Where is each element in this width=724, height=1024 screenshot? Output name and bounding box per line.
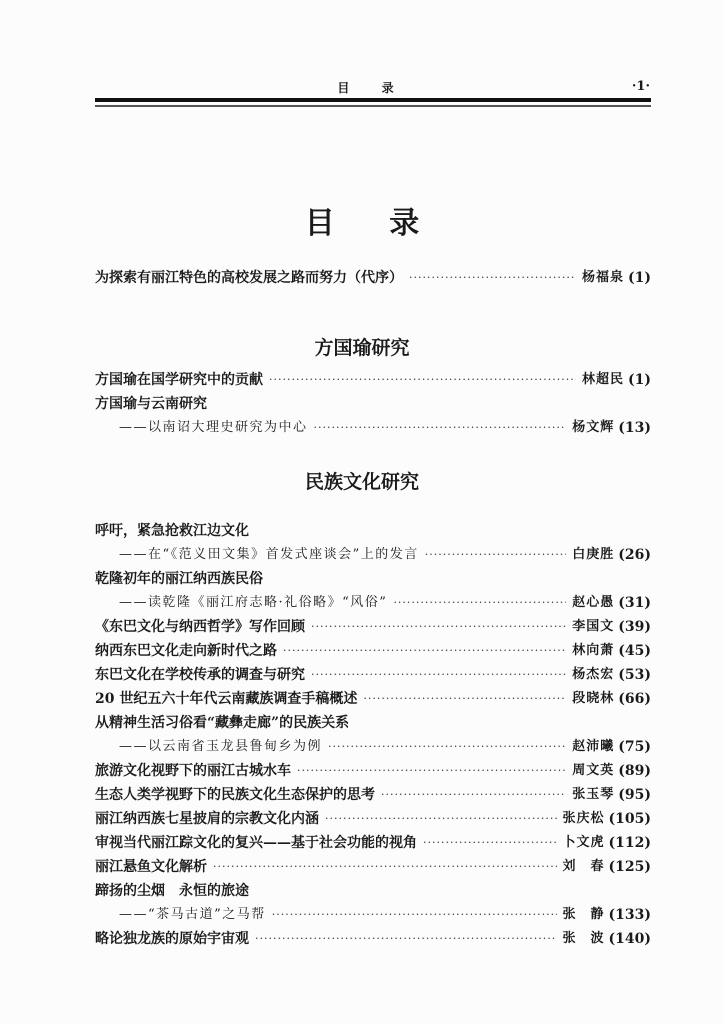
leader-dots [325,808,557,830]
running-header [95,79,650,97]
entry-title: 东巴文化在学校传承的调查与研究 [95,667,305,683]
leader-dots [363,688,566,710]
entry-author: 刘 春 [562,859,605,874]
entry-page: (1) [628,270,651,286]
entry-subtitle: ——“茶马古道”之马帮 [119,907,266,922]
toc-entry-subtitle[interactable] [95,544,651,566]
entry-author: 林超民 [581,372,624,387]
entry-page: (39) [618,619,651,635]
leader-dots [393,592,566,614]
toc-entry-subtitle[interactable] [95,592,651,614]
toc-entry[interactable] [95,616,651,638]
entry-author: 张玉琴 [572,787,615,802]
leader-dots [269,369,576,391]
entry-author: 张 波 [562,931,605,946]
leader-dots [311,664,566,686]
toc-entry[interactable] [95,688,651,710]
header-rule-thin [95,105,651,107]
toc-entry[interactable] [95,928,651,950]
toc-entry[interactable] [95,568,651,590]
entry-title: 丽江悬鱼文化解析 [95,859,207,875]
leader-dots [297,760,566,782]
entry-title: 略论独龙族的原始宇宙观 [95,931,249,947]
toc-entry[interactable] [95,393,651,415]
toc-entry[interactable] [95,712,651,734]
entry-page: (89) [618,763,651,779]
entry-title: 为探索有丽江特色的高校发展之路而努力（代序） [95,270,403,286]
leader-dots [213,856,557,878]
entry-page: (66) [618,691,651,707]
leader-dots [425,544,566,566]
toc-entry-subtitle[interactable] [95,417,651,439]
entry-title: 审视当代丽江踪文化的复兴——基于社会功能的视角 [95,835,417,851]
entry-title: 方国瑜在国学研究中的贡献 [95,372,263,388]
entry-title: 从精神生活习俗看“藏彝走廊”的民族关系 [95,715,350,731]
leader-dots [423,832,557,854]
section-heading-fang-guoyu: 方国瑜研究 [314,337,410,359]
entry-page: (140) [608,931,651,947]
entry-page: (13) [618,420,651,436]
toc-entry[interactable] [95,880,651,902]
header-rule-thick [95,98,651,102]
entry-title: 20 世纪五六十年代云南藏族调查手稿概述 [95,691,358,707]
entry-page: (105) [608,811,651,827]
section-heading-ethnic-culture: 民族文化研究 [304,471,419,493]
entry-page: (75) [618,739,651,755]
entry-subtitle: ——在“《范义田文集》首发式座谈会”上的发言 [119,547,419,562]
running-header-title: 目 录 [337,81,408,95]
entry-page: (45) [618,643,651,659]
leader-dots [311,616,566,638]
toc-entry[interactable] [95,856,651,878]
entry-subtitle: ——以云南省玉龙县鲁甸乡为例 [119,739,323,754]
entry-title: 方国瑜与云南研究 [95,396,207,412]
entry-author: 杨杰宏 [572,667,615,682]
leader-dots [409,267,576,289]
entry-author: 杨福泉 [581,270,624,285]
toc-entry[interactable] [95,832,651,854]
leader-dots [283,640,566,662]
entry-page: (125) [608,859,651,875]
entry-title: 蹄扬的尘烟 永恒的旅途 [95,883,249,899]
entry-author: 白庚胜 [572,547,615,562]
entry-page: (26) [618,547,651,563]
toc-entry[interactable] [95,664,651,686]
entry-author: 杨文辉 [572,420,615,435]
toc-entry-preface[interactable] [95,267,651,289]
entry-author: 卜文虎 [562,835,605,850]
entry-author: 周文英 [572,763,615,778]
entry-page: (112) [608,835,651,851]
toc-entry[interactable] [95,369,651,391]
entry-author: 张 静 [562,907,605,922]
entry-subtitle: ——读乾隆《丽江府志略·礼俗略》“风俗” [119,595,388,610]
toc-entry[interactable] [95,520,651,542]
entry-title: 丽江纳西族七星披肩的宗教文化内涵 [95,811,319,827]
entry-title: 生态人类学视野下的民族文化生态保护的思考 [95,787,375,803]
entry-page: (133) [608,907,651,923]
leader-dots [272,904,557,926]
entry-title: 旅游文化视野下的丽江古城水车 [95,763,291,779]
entry-subtitle: ——以南诏大理史研究为中心 [119,420,308,435]
toc-entry[interactable] [95,760,651,782]
entry-author: 林向萧 [572,643,615,658]
entry-page: (31) [618,595,651,611]
entry-page: (1) [628,372,651,388]
entry-author: 赵心愚 [572,595,615,610]
page-number: ·1· [631,79,650,94]
page-title: 目 录 [304,206,442,241]
entry-title: 《东巴文化与纳西哲学》写作回顾 [95,619,305,635]
toc-entry[interactable] [95,640,651,662]
leader-dots [381,784,566,806]
entry-page: (53) [618,667,651,683]
leader-dots [314,417,567,439]
entry-author: 李国文 [572,619,615,634]
toc-entry[interactable] [95,784,651,806]
entry-author: 段晓林 [572,691,615,706]
toc-entry[interactable] [95,808,651,830]
toc-entry-subtitle[interactable] [95,736,651,758]
entry-author: 赵沛曦 [572,739,615,754]
toc-entry-subtitle[interactable] [95,904,651,926]
entry-title: 呼吁，紧急抢救江边文化 [95,523,249,539]
leader-dots [255,928,557,950]
entry-author: 张庆松 [562,811,605,826]
entry-page: (95) [618,787,651,803]
entry-title: 乾隆初年的丽江纳西族民俗 [95,571,263,587]
leader-dots [328,736,566,758]
entry-title: 纳西东巴文化走向新时代之路 [95,643,277,659]
